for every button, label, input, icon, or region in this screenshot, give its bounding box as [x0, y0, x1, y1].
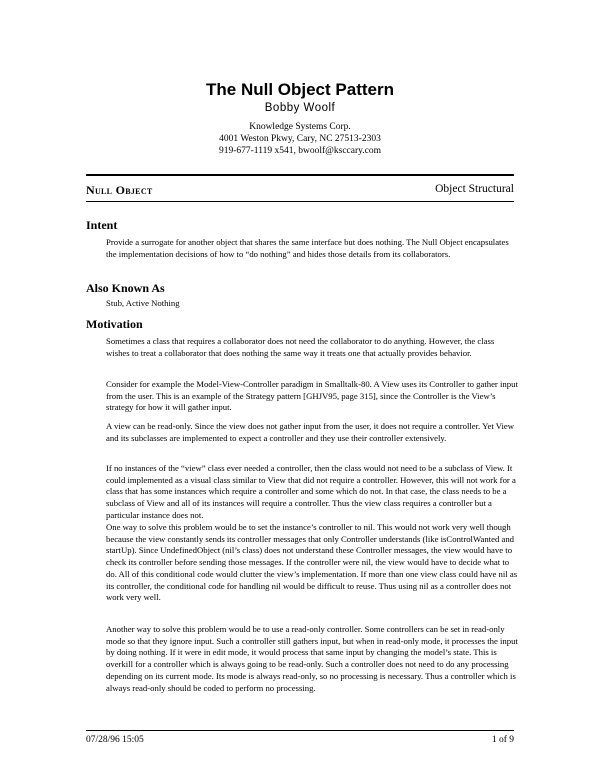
- pattern-rule: [86, 201, 514, 202]
- author-name: Bobby Woolf: [264, 102, 336, 114]
- address: 4001 Weston Pkwy, Cary, NC 27513-2303: [219, 134, 381, 144]
- also-known-as-text: Stub, Active Nothing: [106, 298, 180, 308]
- intent-text: Provide a surrogate for another object that shares the same interface but does nothing. The Null Object encapsulates the implementation decisions of how to “do nothing” and hides those details from its collaborators.: [106, 237, 509, 259]
- motivation-paragraph: Sometimes a class that requires a collaborator does not need the collaborator to do anything. However, the class wishes to treat a collaborator that does nothing the same way it treats one that actually provides behavior.: [106, 336, 495, 358]
- motivation-heading: Motivation: [86, 317, 143, 331]
- motivation-paragraph: One way to solve this problem would be to set the instance’s controller to nil. This would not work very well though because the view constantly sends its controller messages that only Controller understands (like isControlWanted and startUp). Since UndefinedObject (nil’s class) does not understand these Controller messages, the view would have to check its controller before sending those messages. If the controller were nil, the view would have to decide what to do. All of this conditional code would clutter the view’s implementation. If more than one view class could have nil as its controller, the conditional code for handling nil would be difficult to reuse. Thus using nil as a controller does not work very well.: [106, 522, 518, 603]
- also-known-as-heading: Also Known As: [86, 281, 165, 295]
- top-rule: [86, 174, 514, 176]
- pattern-header: [86, 183, 514, 199]
- motivation-paragraph: Another way to solve this problem would be to use a read-only controller. Some controllers can be set in read-only mode so that they ignore input. Such a controller still gathers input, but when in read-only mode, it processes the input by doing nothing. If it were in edit mode, it would process that same input by changing the model’s state. This is overkill for a controller which is always going to be read-only. Such a controller does not need to do any processing depending on its current mode. Its mode is always read-only, so no processing is necessary. Thus a controller which is always read-only should be coded to perform no processing.: [106, 624, 518, 693]
- contact-info: 919-677-1119 x541, bwoolf@ksccary.com: [218, 146, 382, 156]
- paper-title: The Null Object Pattern: [206, 80, 394, 99]
- motivation-paragraph: Consider for example the Model-View-Controller paradigm in Smalltalk-80. A View uses its Controller to gather input from the user. This is an example of the Strategy pattern [GHJV95, page 315], since the Controller is the View’s strategy for how it will gather input.: [106, 379, 518, 413]
- footer-rule: [86, 730, 514, 731]
- motivation-paragraph: A view can be read-only. Since the view does not gather input from the user, it does not require a controller. Yet View and its subclasses are implemented to expect a controller and they use their controller extensively.: [106, 421, 515, 443]
- author-affiliation: [0, 121, 600, 157]
- pattern-classification: Object Structural: [435, 183, 514, 195]
- intent-heading: Intent: [86, 218, 118, 232]
- pattern-name: Null Object: [86, 183, 153, 197]
- footer-date: 07/28/96 15:05: [86, 735, 144, 745]
- motivation-paragraph: If no instances of the “view” class ever needed a controller, then the class would not need to be a subclass of View. It could implemented as a visual class similar to View that did not require a controller. However, this will not work for a class that has some instances which require a controller and some which do not. In that case, the class needs to be a subclass of View and all of its instances will require a controller. Thus the view class requires a controller but a particular instance does not.: [106, 463, 516, 520]
- organization: Knowledge Systems Corp.: [249, 122, 351, 132]
- page-number: 1 of 9: [491, 735, 514, 745]
